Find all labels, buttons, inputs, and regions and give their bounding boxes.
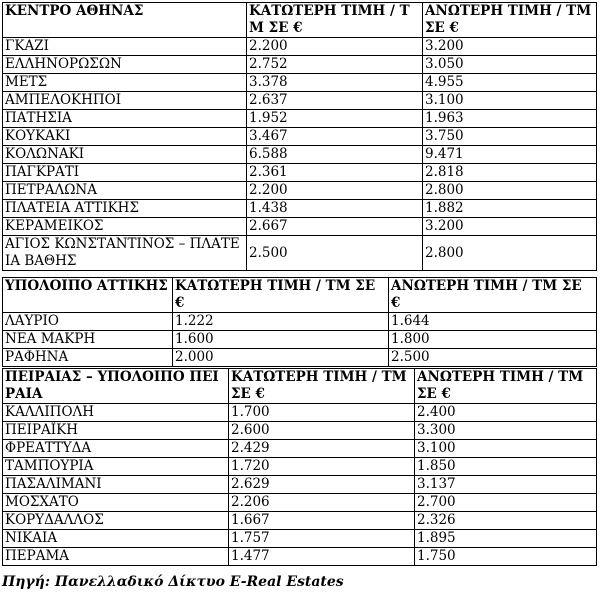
table-row [3, 200, 597, 218]
max-price: 1.882 [423, 200, 597, 218]
table-row [3, 110, 597, 128]
max-price: 2.800 [423, 182, 597, 200]
max-price: 3.050 [423, 56, 597, 74]
area-name: ΡΑΦΗΝΑ [3, 349, 173, 367]
area-name: ΤΑΜΠΟΥΡΙΑ [3, 458, 229, 476]
table-row [3, 146, 597, 164]
max-price: 1.895 [415, 530, 597, 548]
area-name: ΝΙΚΑΙΑ [3, 530, 229, 548]
table-row [3, 74, 597, 92]
min-price: 2.206 [229, 494, 415, 512]
table-row [3, 92, 597, 110]
max-price: 2.400 [415, 404, 597, 422]
area-name: ΕΛΛΗΝΟΡΩΣΩΝ [3, 56, 247, 74]
min-price: 2.500 [247, 236, 423, 271]
table-row [3, 182, 597, 200]
min-price: 2.752 [247, 56, 423, 74]
header-row [3, 3, 597, 38]
min-price: 2.200 [247, 182, 423, 200]
max-price-header: ΑΝΩΤΕΡΗ ΤΙΜΗ / ΤΜ ΣΕ € [415, 369, 597, 404]
area-name: ΛΑΥΡΙΟ [3, 313, 173, 331]
max-price: 3.100 [423, 92, 597, 110]
area-name: ΚΟΡΥΔΑΛΛΟΣ [3, 512, 229, 530]
max-price: 2.800 [423, 236, 597, 271]
rest-of-attica-table [2, 277, 597, 367]
max-price: 3.300 [415, 422, 597, 440]
max-price: 1.800 [389, 331, 597, 349]
table-row [3, 404, 597, 422]
table-row [3, 313, 597, 331]
min-price: 1.952 [247, 110, 423, 128]
min-price: 1.222 [173, 313, 389, 331]
header-row [3, 278, 597, 313]
min-price: 1.600 [173, 331, 389, 349]
piraeus-table [2, 368, 597, 566]
area-name: ΚΕΡΑΜΕΙΚΟΣ [3, 218, 247, 236]
max-price: 3.100 [415, 440, 597, 458]
max-price: 1.644 [389, 313, 597, 331]
area-name: ΠΕΡΑΜΑ [3, 548, 229, 566]
max-price: 2.500 [389, 349, 597, 367]
max-price: 2.326 [415, 512, 597, 530]
table-row [3, 128, 597, 146]
table-row [3, 331, 597, 349]
area-name: ΦΡΕΑΤΤΥΔΑ [3, 440, 229, 458]
table-row [3, 548, 597, 566]
min-price: 2.361 [247, 164, 423, 182]
min-price-header: ΚΑΤΩΤΕΡΗ ΤΙΜΗ / ΤΜ ΣΕ € [173, 278, 389, 313]
table-row [3, 164, 597, 182]
table-row [3, 512, 597, 530]
table-row [3, 56, 597, 74]
area-name: ΜΟΣΧΑΤΟ [3, 494, 229, 512]
area-name: ΠΑΓΚΡΑΤΙ [3, 164, 247, 182]
table-row [3, 218, 597, 236]
area-name: ΠΕΙΡΑΪΚΗ [3, 422, 229, 440]
max-price: 3.200 [423, 38, 597, 56]
area-name: ΠΑΤΗΣΙΑ [3, 110, 247, 128]
area-name: ΚΑΛΛΙΠΟΛΗ [3, 404, 229, 422]
area-name: ΑΜΠΕΛΟΚΗΠΟΙ [3, 92, 247, 110]
max-price: 1.750 [415, 548, 597, 566]
area-name: ΠΑΣΑΛΙΜΑΝΙ [3, 476, 229, 494]
min-price: 2.000 [173, 349, 389, 367]
table-row [3, 530, 597, 548]
region-header: ΚΕΝΤΡΟ ΑΘΗΝΑΣ [3, 3, 247, 38]
max-price: 2.700 [415, 494, 597, 512]
min-price: 1.720 [229, 458, 415, 476]
min-price: 2.629 [229, 476, 415, 494]
max-price: 1.963 [423, 110, 597, 128]
max-price: 3.137 [415, 476, 597, 494]
min-price: 2.637 [247, 92, 423, 110]
min-price: 6.588 [247, 146, 423, 164]
max-price: 9.471 [423, 146, 597, 164]
max-price: 3.750 [423, 128, 597, 146]
table-row [3, 440, 597, 458]
area-name: ΠΕΤΡΑΛΩΝΑ [3, 182, 247, 200]
area-name: ΚΟΥΚΑΚΙ [3, 128, 247, 146]
min-price-header: ΚΑΤΩΤΕΡΗ ΤΙΜΗ / ΤΜ ΣΕ € [247, 3, 423, 38]
min-price-header: ΚΑΤΩΤΕΡΗ ΤΙΜΗ / ΤΜ ΣΕ € [229, 369, 415, 404]
table-row [3, 476, 597, 494]
table-row [3, 349, 597, 367]
center-athens-table [2, 2, 597, 271]
min-price: 2.667 [247, 218, 423, 236]
source-note: Πηγή: Πανελλαδικό Δίκτυο E-Real Estates [2, 574, 344, 590]
min-price: 1.477 [229, 548, 415, 566]
region-header: ΠΕΙΡΑΙΑΣ – ΥΠΟΛΟΙΠΟ ΠΕΙΡΑΙΑ [3, 369, 229, 404]
area-name: ΠΛΑΤΕΙΑ ΑΤΤΙΚΗΣ [3, 200, 247, 218]
min-price: 3.378 [247, 74, 423, 92]
max-price-header: ΑΝΩΤΕΡΗ ΤΙΜΗ / ΤΜ ΣΕ € [423, 3, 597, 38]
min-price: 2.429 [229, 440, 415, 458]
area-name: ΝΕΑ ΜΑΚΡΗ [3, 331, 173, 349]
area-name: ΑΓΙΟΣ ΚΩΝΣΤΑΝΤΙΝΟΣ – ΠΛΑΤΕΙΑ ΒΑΘΗΣ [3, 236, 247, 271]
table-row [3, 458, 597, 476]
min-price: 3.467 [247, 128, 423, 146]
min-price: 1.667 [229, 512, 415, 530]
table-row [3, 236, 597, 271]
area-name: ΜΕΤΣ [3, 74, 247, 92]
table-row [3, 422, 597, 440]
max-price: 2.818 [423, 164, 597, 182]
max-price-header: ΑΝΩΤΕΡΗ ΤΙΜΗ / ΤΜ ΣΕ € [389, 278, 597, 313]
max-price: 3.200 [423, 218, 597, 236]
min-price: 1.757 [229, 530, 415, 548]
max-price: 1.850 [415, 458, 597, 476]
min-price: 2.200 [247, 38, 423, 56]
min-price: 1.438 [247, 200, 423, 218]
region-header: ΥΠΟΛΟΙΠΟ ΑΤΤΙΚΗΣ [3, 278, 173, 313]
area-name: ΓΚΑΖΙ [3, 38, 247, 56]
table-row [3, 38, 597, 56]
header-row [3, 369, 597, 404]
max-price: 4.955 [423, 74, 597, 92]
table-row [3, 494, 597, 512]
min-price: 1.700 [229, 404, 415, 422]
min-price: 2.600 [229, 422, 415, 440]
area-name: ΚΟΛΩΝΑΚΙ [3, 146, 247, 164]
